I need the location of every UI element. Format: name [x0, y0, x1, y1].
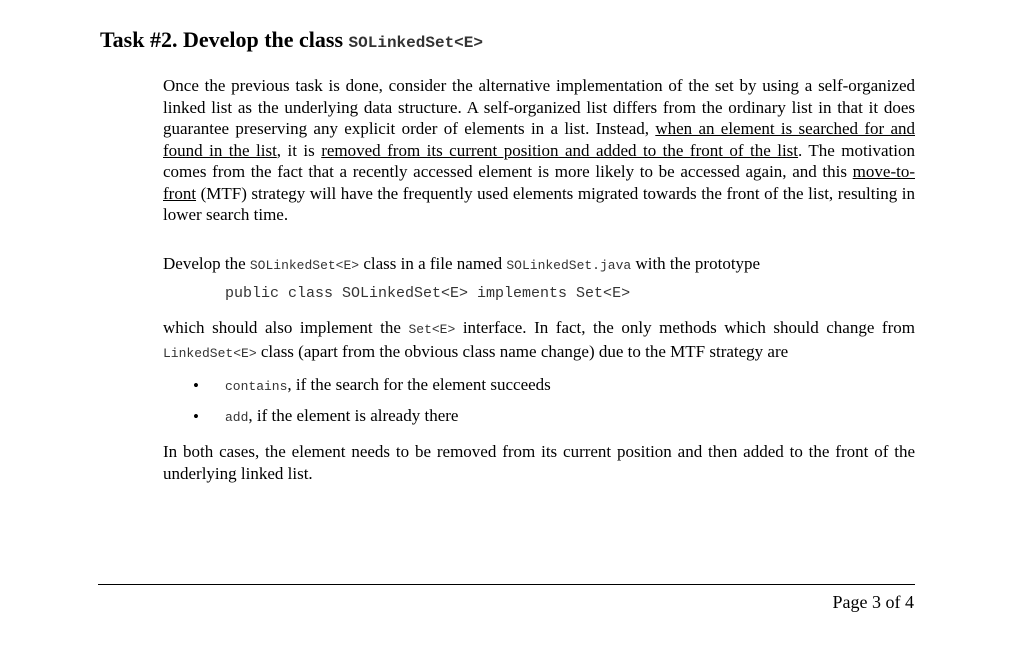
- footer-divider: [98, 584, 915, 585]
- implement-text-2: interface. In fact, the only methods which should change from: [455, 318, 915, 337]
- task-heading: [100, 27, 483, 53]
- develop-text-3: with the prototype: [631, 254, 761, 273]
- intro-underline-3: move-to-front: [163, 162, 915, 203]
- bullet-icon: •: [193, 376, 199, 395]
- intro-underline-2: removed from its current position and added to the front of the list: [321, 140, 799, 160]
- develop-text-1: Develop the: [163, 254, 250, 273]
- method-code: add: [225, 410, 249, 425]
- develop-code-2: SOLinkedSet.java: [506, 258, 632, 273]
- method-list: [193, 374, 551, 436]
- develop-code-1: SOLinkedSet<E>: [249, 258, 360, 273]
- intro-text-4: (MTF) strategy will have the frequently used elements migrated towards the front of the list, resulting in lower search time.: [163, 183, 915, 224]
- implement-paragraph: [163, 317, 915, 364]
- implement-text-3: class (apart from the obvious class name change) due to the MTF strategy are: [256, 341, 789, 361]
- list-item: [193, 374, 551, 405]
- bullet-icon: •: [193, 407, 199, 426]
- method-description: , if the search for the element succeeds: [287, 375, 551, 394]
- implement-text-1: which should also implement the: [163, 318, 409, 337]
- develop-paragraph: [163, 253, 915, 277]
- intro-text-1: Once the previous task is done, consider the alternative implementation of the set by using a self-organized linked list as the underlying data structure. A self-organized list differs from the ordinary list in that it does guarantee preserving any explicit order of elements in a list. Instead,: [163, 76, 915, 138]
- page-number: Page 3 of 4: [832, 592, 914, 612]
- heading-text: Task #2. Develop the class: [100, 27, 349, 52]
- method-code: contains: [225, 379, 288, 394]
- list-item: [193, 405, 551, 436]
- implement-code-1: Set<E>: [408, 322, 456, 337]
- method-description: , if the element is already there: [248, 406, 459, 425]
- prototype-code: public class SOLinkedSet<E> implements Set<E>: [225, 285, 631, 302]
- intro-text-2: , it is: [276, 140, 322, 160]
- intro-paragraph: [163, 75, 915, 226]
- conclusion-paragraph: In both cases, the element needs to be removed from its current position and then added to the front of the underlying linked list.: [163, 442, 915, 483]
- develop-text-2: class in a file named: [359, 254, 507, 273]
- implement-code-2: LinkedSet<E>: [163, 345, 257, 361]
- intro-text-3: . The motivation comes from the fact that a recently accessed element is more likely to be accessed again, and this: [163, 140, 915, 181]
- intro-underline-1: when an element is searched for and found in the list: [163, 119, 915, 160]
- heading-class-name: SOLinkedSet<E>: [348, 34, 483, 52]
